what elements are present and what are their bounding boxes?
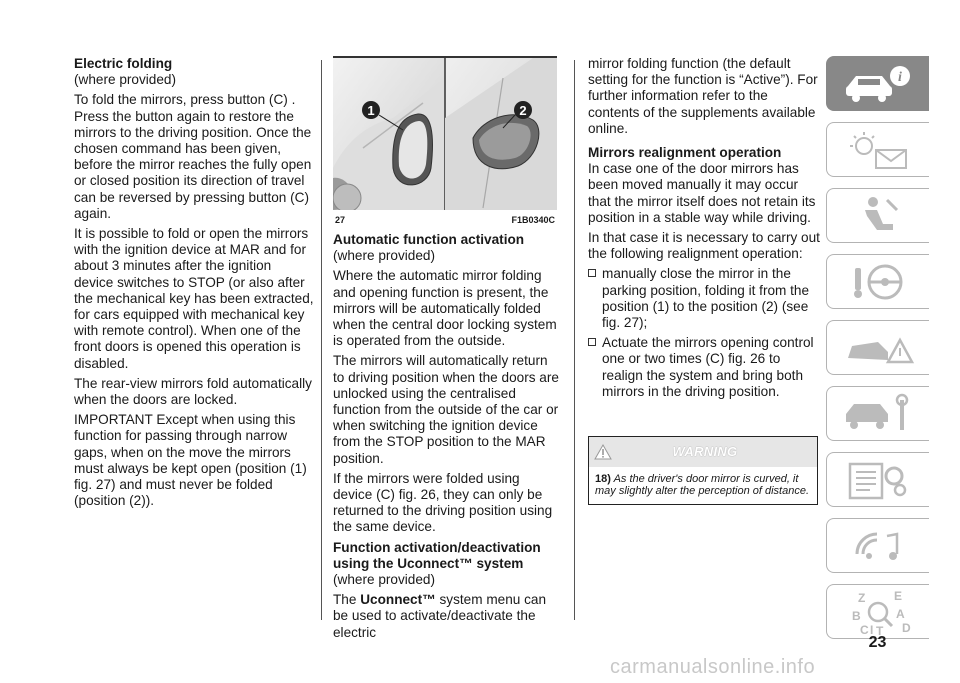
list-item	[588, 266, 820, 331]
paragraph: It is possible to fold or open the mirrors with the ignition device at MAR and for about 3 minutes after the ignition device switches to STOP (or also after the mechanical key has been extracted, for cars equipped with mechanical key with remote control). When one of the front doors is opened this operation is disabled.	[74, 226, 314, 371]
tab-servicing-maintenance[interactable]	[826, 386, 929, 441]
bullet-square-icon	[588, 338, 596, 346]
car-accident-icon	[838, 326, 918, 370]
multimedia-icon	[843, 524, 913, 568]
text-fragment: The	[333, 592, 361, 608]
list-item-text: manually close the mirror in the parking position, folding it from the position (1) to the position (2) (see fig. 27);	[602, 266, 810, 331]
paragraph: In case one of the door mirrors has been moved manually it may occur that the mirror itself does not retain its position in a stable way while driving.	[588, 161, 816, 225]
figure-code: F1B0340C	[511, 215, 555, 225]
index-letter: I	[870, 622, 874, 636]
where-provided-note: (where provided)	[74, 72, 176, 88]
svg-text:i: i	[898, 69, 902, 85]
index-letter: D	[902, 620, 911, 635]
tab-knowing-your-car[interactable]	[826, 56, 929, 111]
paragraph: To fold the mirrors, press button (C) . Press the button again to restore the mirrors to the driving position. Once the chosen command has been given, before the mirror reaches the fully open or closed position its direction of travel can be reversed by pressing button (C) again.	[74, 92, 312, 221]
paragraph-important: IMPORTANT Except when using this function for passing through narrow gaps, when on the move the mirrors must always be kept open (position (1) fig. 27) and must never be folded (position (2)).	[74, 412, 307, 509]
heading-electric-folding: Electric folding	[74, 56, 173, 71]
warning-box	[588, 436, 818, 505]
alphabetical-index-icon	[838, 588, 918, 636]
callout-1: 1	[367, 103, 375, 118]
warning-body	[589, 467, 817, 504]
paragraph: If the mirrors were folded using device (C) fig. 26, they can only be returned to the driving position using the same device.	[333, 470, 553, 535]
column-divider	[574, 60, 575, 620]
warning-number: 18)	[595, 473, 611, 486]
column-2	[333, 56, 561, 645]
technical-data-icon	[838, 458, 918, 502]
heading-mirrors-realignment: Mirrors realignment operation	[588, 145, 782, 161]
where-provided-note: (where provided)	[333, 572, 435, 588]
warning-title: WARNING	[672, 443, 738, 459]
figure-number: 27	[335, 215, 346, 225]
tab-technical-data[interactable]	[826, 452, 929, 507]
list-item	[588, 335, 820, 400]
warning-lights-icon	[838, 128, 918, 172]
column-divider	[321, 60, 322, 620]
uconnect-term: Uconnect™	[360, 592, 436, 608]
index-letter: T	[876, 623, 884, 636]
index-letter: A	[896, 606, 905, 621]
text-fragment: system menu can be used to activate/deactivate the electric	[333, 592, 547, 640]
tab-safety[interactable]	[826, 188, 929, 243]
heading-automatic-function: Automatic function activation	[333, 232, 525, 247]
figure-27-mirror-positions	[333, 56, 557, 228]
airbag-seat-icon	[843, 194, 913, 238]
tab-index[interactable]	[826, 584, 929, 639]
paragraph: Where the automatic mirror folding and opening function is present, the mirrors will be automatically folded when the central door locking system is operated from the outside.	[333, 268, 557, 349]
tab-instrument-panel[interactable]	[826, 122, 929, 177]
paragraph: The mirrors will automatically return to driving position when the doors are unlocked using the centralised function from the outside of the car or when switching the ignition device from the STOP position to the MAR position.	[333, 353, 559, 466]
tab-multimedia[interactable]	[826, 518, 929, 573]
tab-starting-driving[interactable]	[826, 254, 929, 309]
car-info-icon	[838, 64, 918, 104]
heading-uconnect-activation: Function activation/deactivation using the Uconnect™ system	[333, 539, 541, 571]
where-provided-note: (where provided)	[333, 248, 435, 264]
chapter-tabs	[826, 56, 929, 650]
steering-wheel-key-icon	[843, 260, 913, 304]
index-letter: B	[852, 608, 861, 623]
index-letter: Z	[858, 590, 866, 605]
column-3	[588, 56, 820, 505]
paragraph: mirror folding function (the default setting for the function is “Active”). For further information refer to the contents of the supplements available online.	[588, 56, 818, 136]
watermark: carmanualsonline.info	[610, 656, 816, 678]
tab-emergency[interactable]	[826, 320, 929, 375]
figure-caption	[333, 210, 557, 228]
paragraph-uconnect	[333, 592, 561, 641]
page-number: 23	[868, 634, 887, 651]
mirror-illustration	[333, 58, 557, 210]
bullet-square-icon	[588, 269, 596, 277]
list-item-text: Actuate the mirrors opening control one or two times (C) fig. 26 to realign the system and bring both mirrors in the driving position.	[602, 335, 814, 399]
callout-2: 2	[519, 103, 527, 118]
column-1	[74, 56, 314, 513]
warning-triangle-icon	[589, 444, 617, 460]
index-letter: C	[860, 622, 869, 636]
car-maintenance-icon	[838, 392, 918, 436]
warning-header	[589, 437, 817, 467]
index-letter: E	[894, 588, 903, 603]
paragraph: In that case it is necessary to carry out the following realignment operation:	[588, 230, 820, 262]
paragraph: The rear-view mirrors fold automatically when the doors are locked.	[74, 375, 312, 408]
warning-text: As the driver's door mirror is curved, it may slightly alter the perception of distance.	[595, 473, 810, 498]
